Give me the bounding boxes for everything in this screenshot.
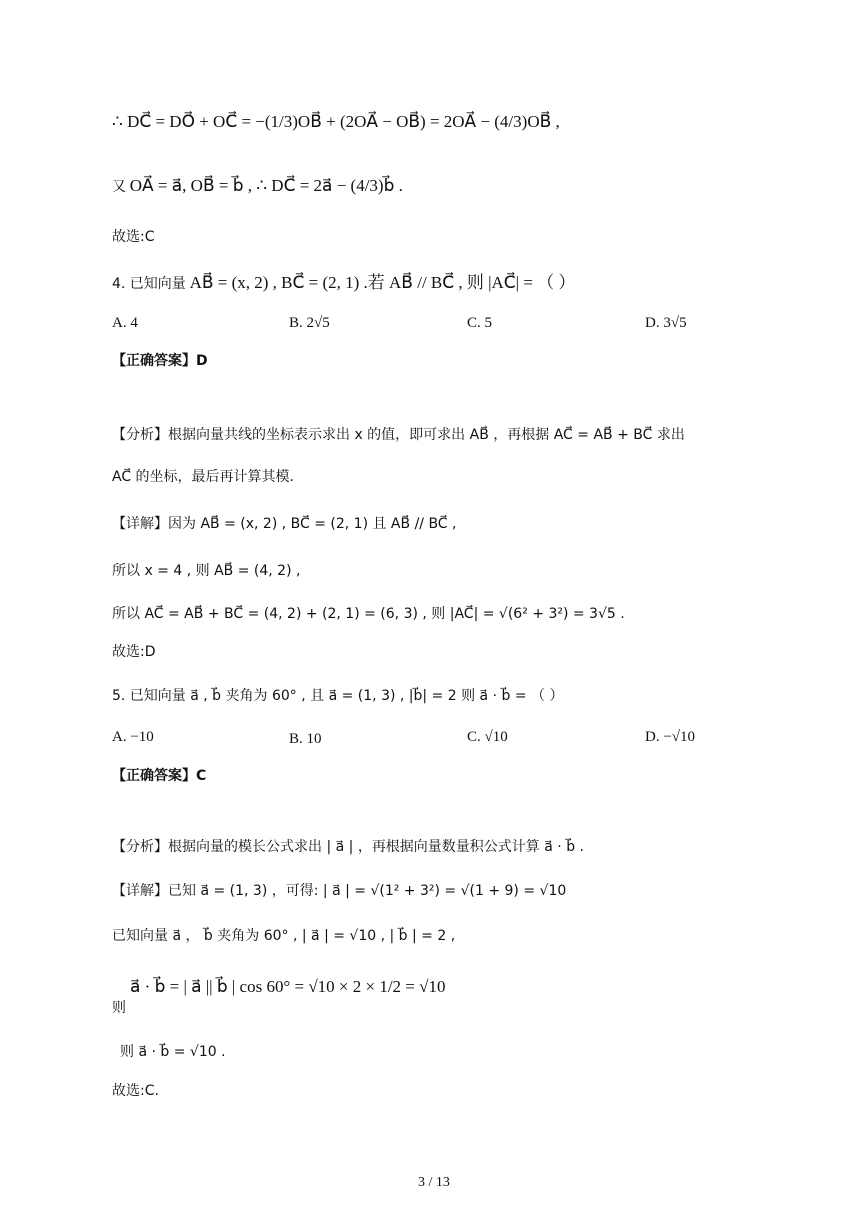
- q5-detail-3: a⃗ · b⃗ = | a⃗ || b⃗ | cos 60° = √10 × 2 × 1/2 = √10: [130, 977, 446, 996]
- q4-choose: 故选:D: [112, 644, 156, 660]
- q4-stem-math: AB⃗ = (x, 2) , BC⃗ = (2, 1) .若 AB⃗ // BC⃗ , 则 |AC⃗| = （ ）: [189, 273, 576, 292]
- q5-option-c: C. √10: [467, 729, 508, 745]
- question-4-stem: [112, 268, 575, 293]
- q5-option-d: D. −√10: [645, 729, 696, 745]
- q5-option-a: A. −10: [112, 729, 154, 745]
- choose-c: 故选:C: [112, 229, 155, 245]
- oa-ob-expression: OA⃗ = a⃗, OB⃗ = b⃗ , ∴ DC⃗ = 2a⃗ − (4/3)b⃗ .: [129, 176, 403, 195]
- prefix-you: 又: [112, 179, 126, 195]
- q5-detail-3-prefix: 则: [112, 1000, 126, 1016]
- q5-correct-answer: 【正确答案】C: [112, 768, 207, 784]
- q4-correct-answer: 【正确答案】D: [112, 353, 208, 369]
- q4-option-b: B. 2√5: [289, 315, 330, 331]
- q5-choose: 故选:C.: [112, 1083, 159, 1099]
- q5-detail-1: 【详解】已知 a⃗ = (1, 3) ，可得: | a⃗ | = √(1² + 3²) = √(1 + 9) = √10: [112, 883, 567, 899]
- derivation-line-oa: [112, 176, 403, 196]
- derivation-line-dc: ∴ DC⃗ = DO⃗ + OC⃗ = −(1/3)OB⃗ + (2OA⃗ − OB⃗) = 2OA⃗ − (4/3)OB⃗ ,: [112, 112, 560, 131]
- q4-stem-text: 4. 已知向量: [112, 276, 186, 292]
- q4-option-a: A. 4: [112, 315, 138, 331]
- q4-detail-2: 所以 x = 4 , 则 AB⃗ = (4, 2) ,: [112, 563, 301, 579]
- q4-detail-1: 【详解】因为 AB⃗ = (x, 2) , BC⃗ = (2, 1) 且 AB⃗ // BC⃗ ,: [112, 516, 457, 532]
- q5-option-b: B. 10: [289, 731, 322, 747]
- question-5-stem: 5. 已知向量 a⃗ , b⃗ 夹角为 60° , 且 a⃗ = (1, 3) , |b⃗| = 2 则 a⃗ · b⃗ = （ ）: [112, 688, 564, 704]
- q4-analysis-cont: AC⃗ 的坐标，最后再计算其模.: [112, 469, 295, 485]
- q5-analysis: 【分析】根据向量的模长公式求出 | a⃗ | ，再根据向量数量积公式计算 a⃗ · b⃗ .: [112, 839, 584, 855]
- q4-detail-3: 所以 AC⃗ = AB⃗ + BC⃗ = (4, 2) + (2, 1) = (6, 3) , 则 |AC⃗| = √(6² + 3²) = 3√5 .: [112, 606, 625, 622]
- q5-detail-2: 已知向量 a⃗ ， b⃗ 夹角为 60° , | a⃗ | = √10 , | b⃗ | = 2 ,: [112, 928, 456, 944]
- page-number: 3 / 13: [418, 1175, 450, 1190]
- q4-option-d: D. 3√5: [645, 315, 687, 331]
- q4-option-c: C. 5: [467, 315, 493, 331]
- q5-detail-4: 则 a⃗ · b⃗ = √10 .: [120, 1044, 226, 1060]
- q4-analysis: 【分析】根据向量共线的坐标表示求出 x 的值，即可求出 AB⃗ ，再根据 AC⃗ = AB⃗ + BC⃗ 求出: [112, 427, 685, 443]
